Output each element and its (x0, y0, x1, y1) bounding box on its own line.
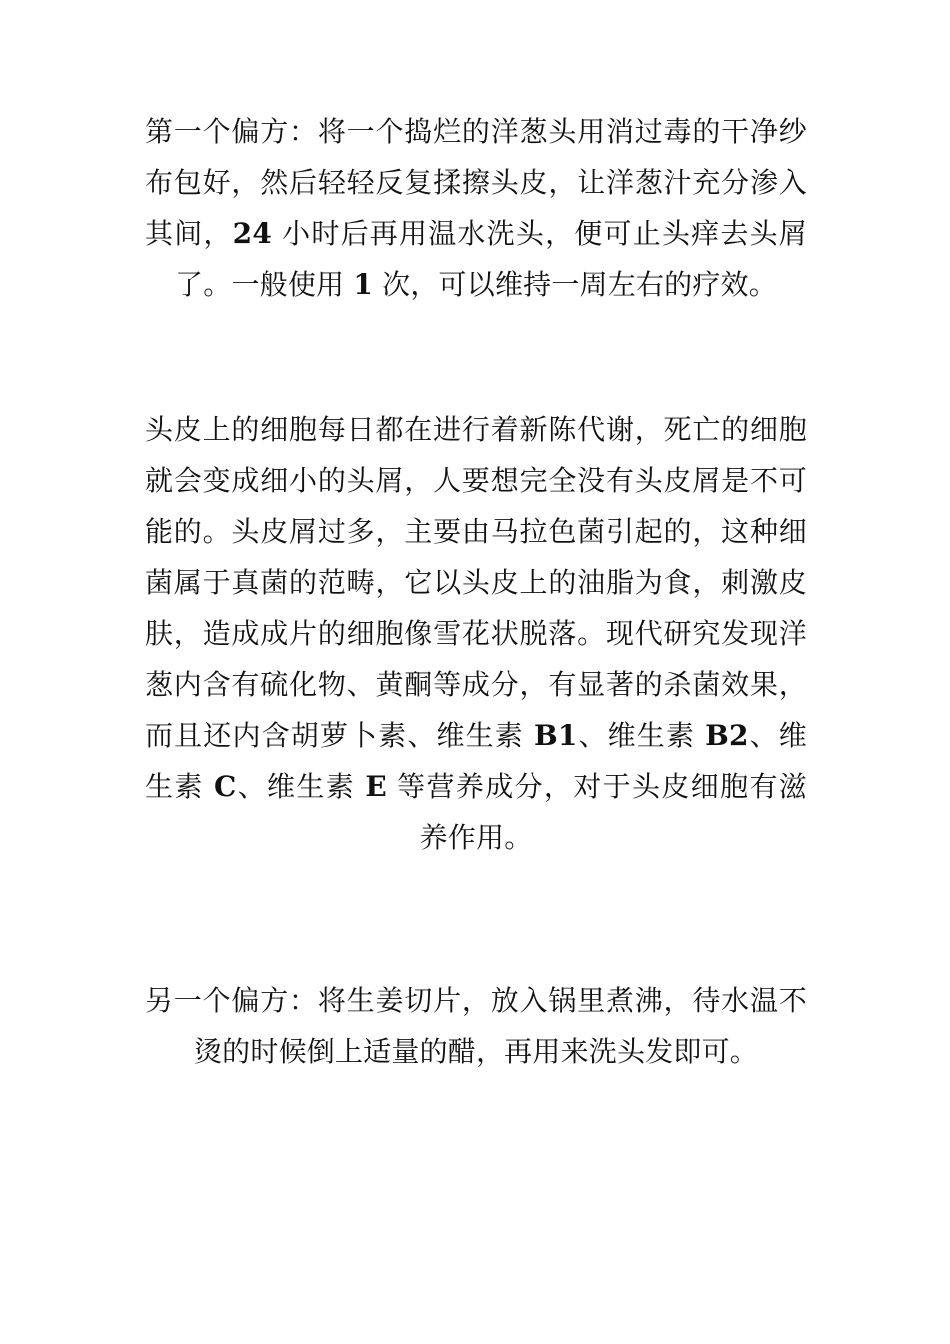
text-segment-bold: E (365, 770, 387, 803)
text-segment-bold: B2 (705, 719, 749, 752)
paragraph-dandruff-explanation (145, 404, 807, 863)
text-segment: 、维生素 (577, 719, 706, 752)
text-segment-bold: C (213, 770, 237, 803)
paragraph-ginger-remedy (145, 975, 807, 1077)
text-segment: 、维生素 (236, 770, 366, 803)
text-segment: 等营养成分，对于头皮细胞有滋养作用。 (386, 770, 807, 854)
text-segment-bold: 1 (353, 268, 374, 301)
text-segment: 、维生素 (145, 719, 807, 803)
paragraph-onion-remedy (145, 106, 807, 310)
text-segment: 次，可以维持一周左右的疗效。 (373, 268, 777, 301)
text-segment-bold: 24 (232, 217, 273, 250)
text-segment: 另一个偏方：将生姜切片，放入锅里煮沸，待水温不烫的时候倒上适量的醋，再用来洗头发即可。 (145, 984, 807, 1068)
text-segment: 头皮上的细胞每日都在进行着新陈代谢，死亡的细胞就会变成细小的头屑，人要想完全没有头皮屑是不可能的。头皮屑过多，主要由马拉色菌引起的，这种细菌属于真菌的范畴，它以头皮上的油脂为食，刺激皮肤，造成成片的细胞像雪花状脱落。现代研究发现洋葱内含有硫化物、黄酮等成分，有显著的杀菌效果，而且还内含胡萝卜素、维生素 (145, 413, 807, 752)
text-segment-bold: B1 (533, 719, 578, 752)
text-segment: 第一个偏方：将一个捣烂的洋葱头用消过毒的干净纱布包好，然后轻轻反复揉擦头皮，让洋葱汁充分渗入其间， (145, 115, 807, 250)
text-segment: 小时后再用温水洗头，便可止头痒去头屑了。一般使用 (175, 217, 808, 301)
